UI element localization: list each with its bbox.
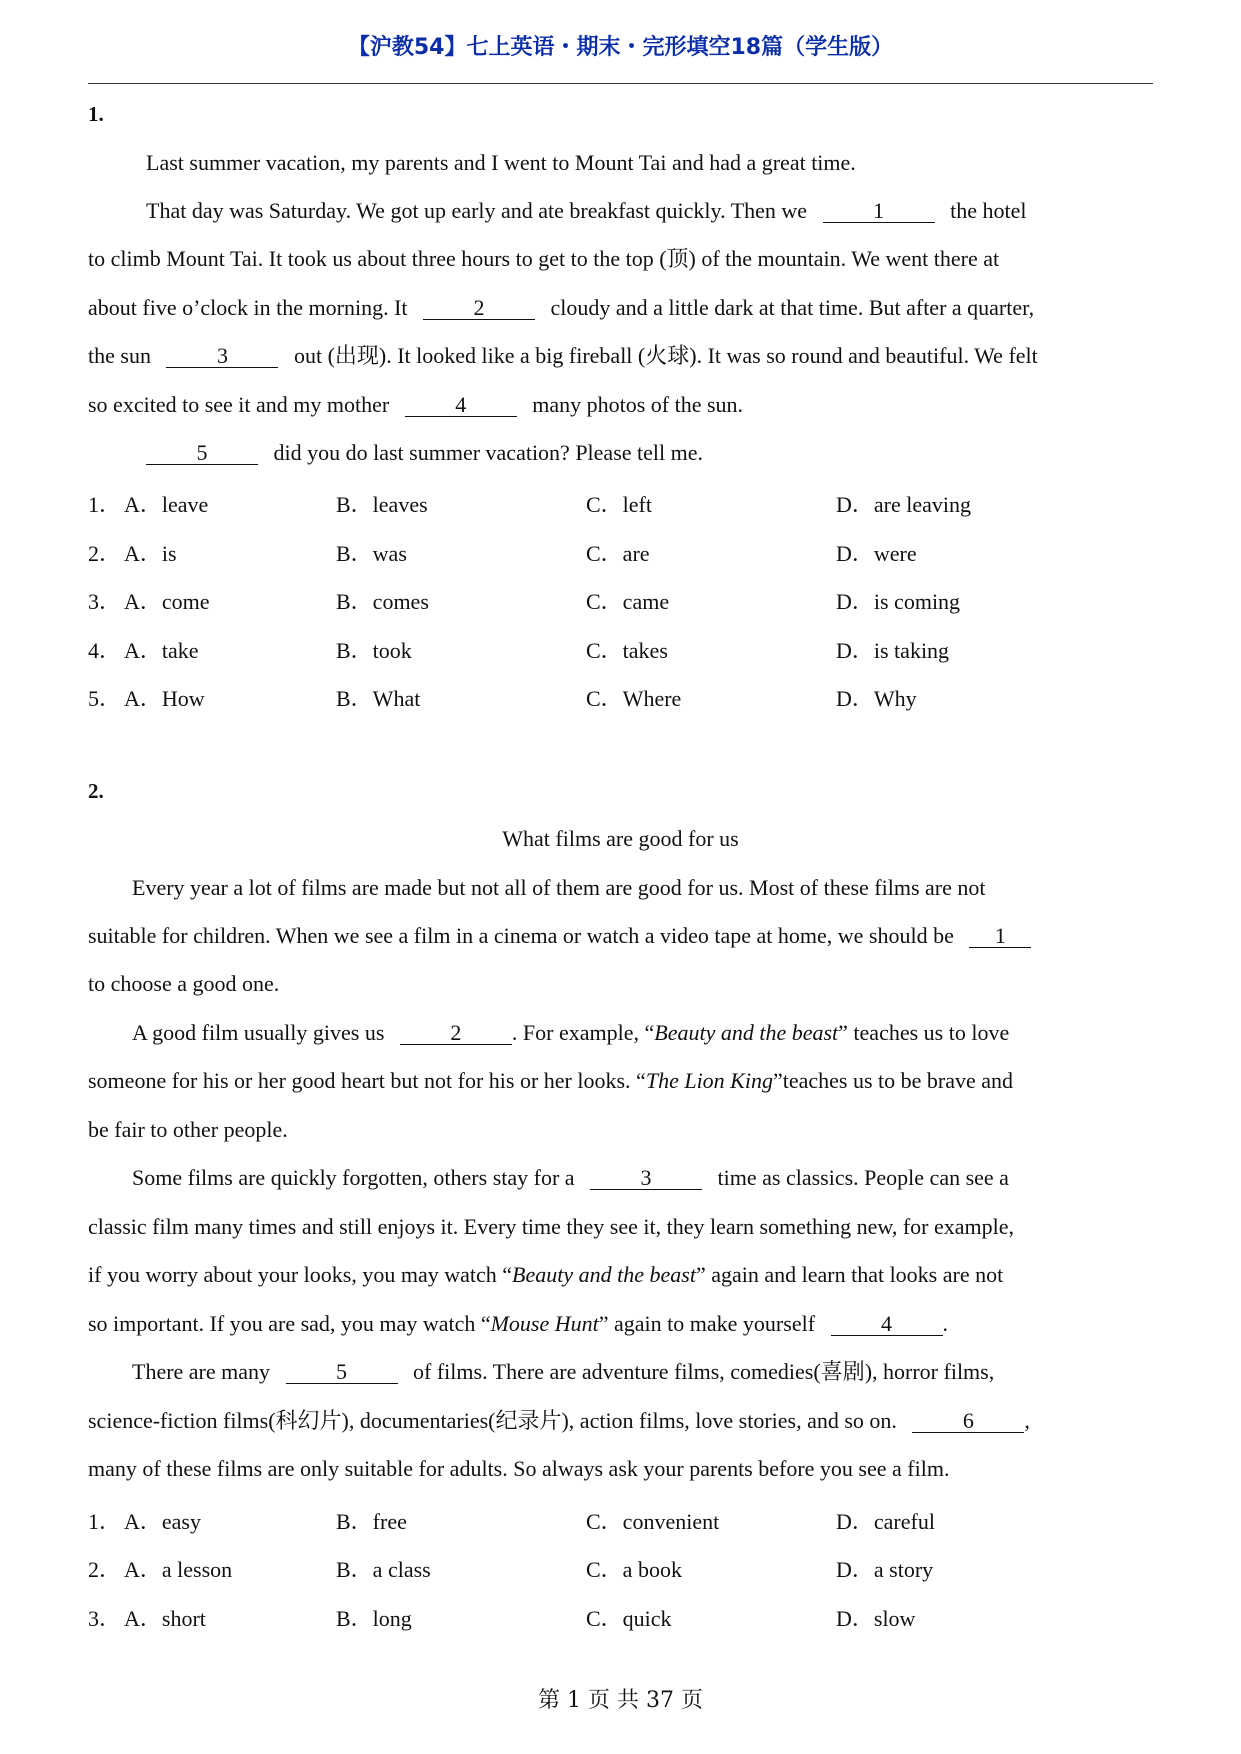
option-row-number: 2．	[88, 1557, 122, 1582]
option-d[interactable]: D．is taking	[836, 638, 950, 663]
option-b[interactable]: B．leaves	[336, 492, 428, 517]
q2-line: There are many 5 of films. There are adventure films, comedies(喜剧), horror films,	[132, 1359, 995, 1384]
q2-line: so important. If you are sad, you may watch “Mouse Hunt” again to make yourself 4 .	[88, 1311, 949, 1336]
option-b[interactable]: B．was	[336, 541, 407, 566]
q2-line: someone for his or her good heart but not for his or her looks. “The Lion King”teaches us to be brave and	[88, 1068, 1014, 1093]
q2-line: to choose a good one.	[88, 971, 280, 996]
q2-line: science-fiction films(科幻片), documentaries(纪录片), action films, love stories, and so on. 6 ,	[88, 1408, 1030, 1433]
option-b[interactable]: B．free	[336, 1509, 407, 1534]
option-a[interactable]: A．a lesson	[124, 1557, 233, 1582]
option-row-number: 1．	[88, 492, 122, 517]
q1-line: Last summer vacation, my parents and I went to Mount Tai and had a great time.	[146, 150, 856, 175]
option-d[interactable]: D．careful	[836, 1509, 935, 1534]
blank-4[interactable]: 4	[405, 394, 517, 417]
q1-line: 5 did you do last summer vacation? Please tell me.	[146, 440, 703, 466]
option-c[interactable]: C．left	[586, 492, 652, 517]
blank-2[interactable]: 2	[400, 1022, 512, 1045]
option-b[interactable]: B．took	[336, 638, 412, 663]
option-c[interactable]: C．came	[586, 589, 670, 614]
blank-5[interactable]: 5	[286, 1361, 398, 1384]
blank-4[interactable]: 4	[831, 1313, 943, 1336]
q2-line: many of these films are only suitable for adults. So always ask your parents before you see a film.	[88, 1456, 950, 1481]
question-1-number: 1.	[88, 102, 104, 126]
option-row-number: 2．	[88, 541, 122, 566]
q1-line: the sun 3 out (出现). It looked like a big fireball (火球). It was so round and beautiful. We felt	[88, 343, 1038, 368]
option-d[interactable]: D．slow	[836, 1606, 916, 1631]
blank-6[interactable]: 6	[912, 1410, 1024, 1433]
option-c[interactable]: C．Where	[586, 686, 682, 711]
option-a[interactable]: A．leave	[124, 492, 209, 517]
option-a[interactable]: A．How	[124, 686, 205, 711]
option-row-number: 5．	[88, 686, 122, 711]
option-d[interactable]: D．are leaving	[836, 492, 971, 517]
header-divider	[88, 83, 1153, 84]
option-d[interactable]: D．Why	[836, 686, 917, 711]
blank-3[interactable]: 3	[166, 345, 278, 368]
option-b[interactable]: B．a class	[336, 1557, 431, 1582]
option-d[interactable]: D．were	[836, 541, 917, 566]
q2-line: be fair to other people.	[88, 1117, 288, 1142]
option-a[interactable]: A．short	[124, 1606, 206, 1631]
q2-line: suitable for children. When we see a film in a cinema or watch a video tape at home, we should be 1	[88, 923, 1031, 949]
option-b[interactable]: B．What	[336, 686, 421, 711]
option-d[interactable]: D．a story	[836, 1557, 934, 1582]
document-header: 【沪教54】七上英语・期末・完形填空18篇（学生版）	[347, 35, 894, 60]
option-c[interactable]: C．quick	[586, 1606, 672, 1631]
q2-line: Every year a lot of films are made but not all of them are good for us. Most of these films are not	[132, 875, 986, 900]
q1-line: That day was Saturday. We got up early and ate breakfast quickly. Then we 1 the hotel	[146, 198, 1027, 223]
blank-5[interactable]: 5	[146, 442, 258, 465]
q2-line: classic film many times and still enjoys it. Every time they see it, they learn something new, for example,	[88, 1214, 1015, 1239]
q2-line: A good film usually gives us 2 . For example, “Beauty and the beast” teaches us to love	[132, 1020, 1010, 1045]
question-2-number: 2.	[88, 779, 104, 803]
option-c[interactable]: C．convenient	[586, 1509, 720, 1534]
passage-title: What films are good for us	[502, 826, 739, 851]
option-row-number: 3．	[88, 1606, 122, 1631]
blank-1[interactable]: 1	[823, 200, 935, 223]
q2-line: if you worry about your looks, you may watch “Beauty and the beast” again and learn that looks are not	[88, 1262, 1004, 1287]
q1-line: about five o’clock in the morning. It 2 cloudy and a little dark at that time. But after a quarter,	[88, 295, 1035, 320]
option-row-number: 3．	[88, 589, 122, 614]
q1-line: to climb Mount Tai. It took us about three hours to get to the top (顶) of the mountain. We went there at	[88, 246, 1000, 271]
option-b[interactable]: B．comes	[336, 589, 429, 614]
option-b[interactable]: B．long	[336, 1606, 412, 1631]
option-c[interactable]: C．takes	[586, 638, 668, 663]
option-row-number: 4．	[88, 638, 122, 663]
page-footer: 第 1 页 共 37 页	[538, 1688, 703, 1713]
option-c[interactable]: C．a book	[586, 1557, 682, 1582]
blank-1[interactable]: 1	[969, 925, 1031, 948]
option-a[interactable]: A．easy	[124, 1509, 201, 1534]
blank-2[interactable]: 2	[423, 297, 535, 320]
option-a[interactable]: A．is	[124, 541, 177, 566]
option-a[interactable]: A．come	[124, 589, 210, 614]
option-a[interactable]: A．take	[124, 638, 199, 663]
q1-line: so excited to see it and my mother 4 many photos of the sun.	[88, 392, 744, 417]
blank-3[interactable]: 3	[590, 1167, 702, 1190]
option-c[interactable]: C．are	[586, 541, 650, 566]
q2-line: Some films are quickly forgotten, others stay for a 3 time as classics. People can see a	[132, 1165, 1009, 1190]
option-row-number: 1．	[88, 1509, 122, 1534]
option-d[interactable]: D．is coming	[836, 589, 961, 614]
